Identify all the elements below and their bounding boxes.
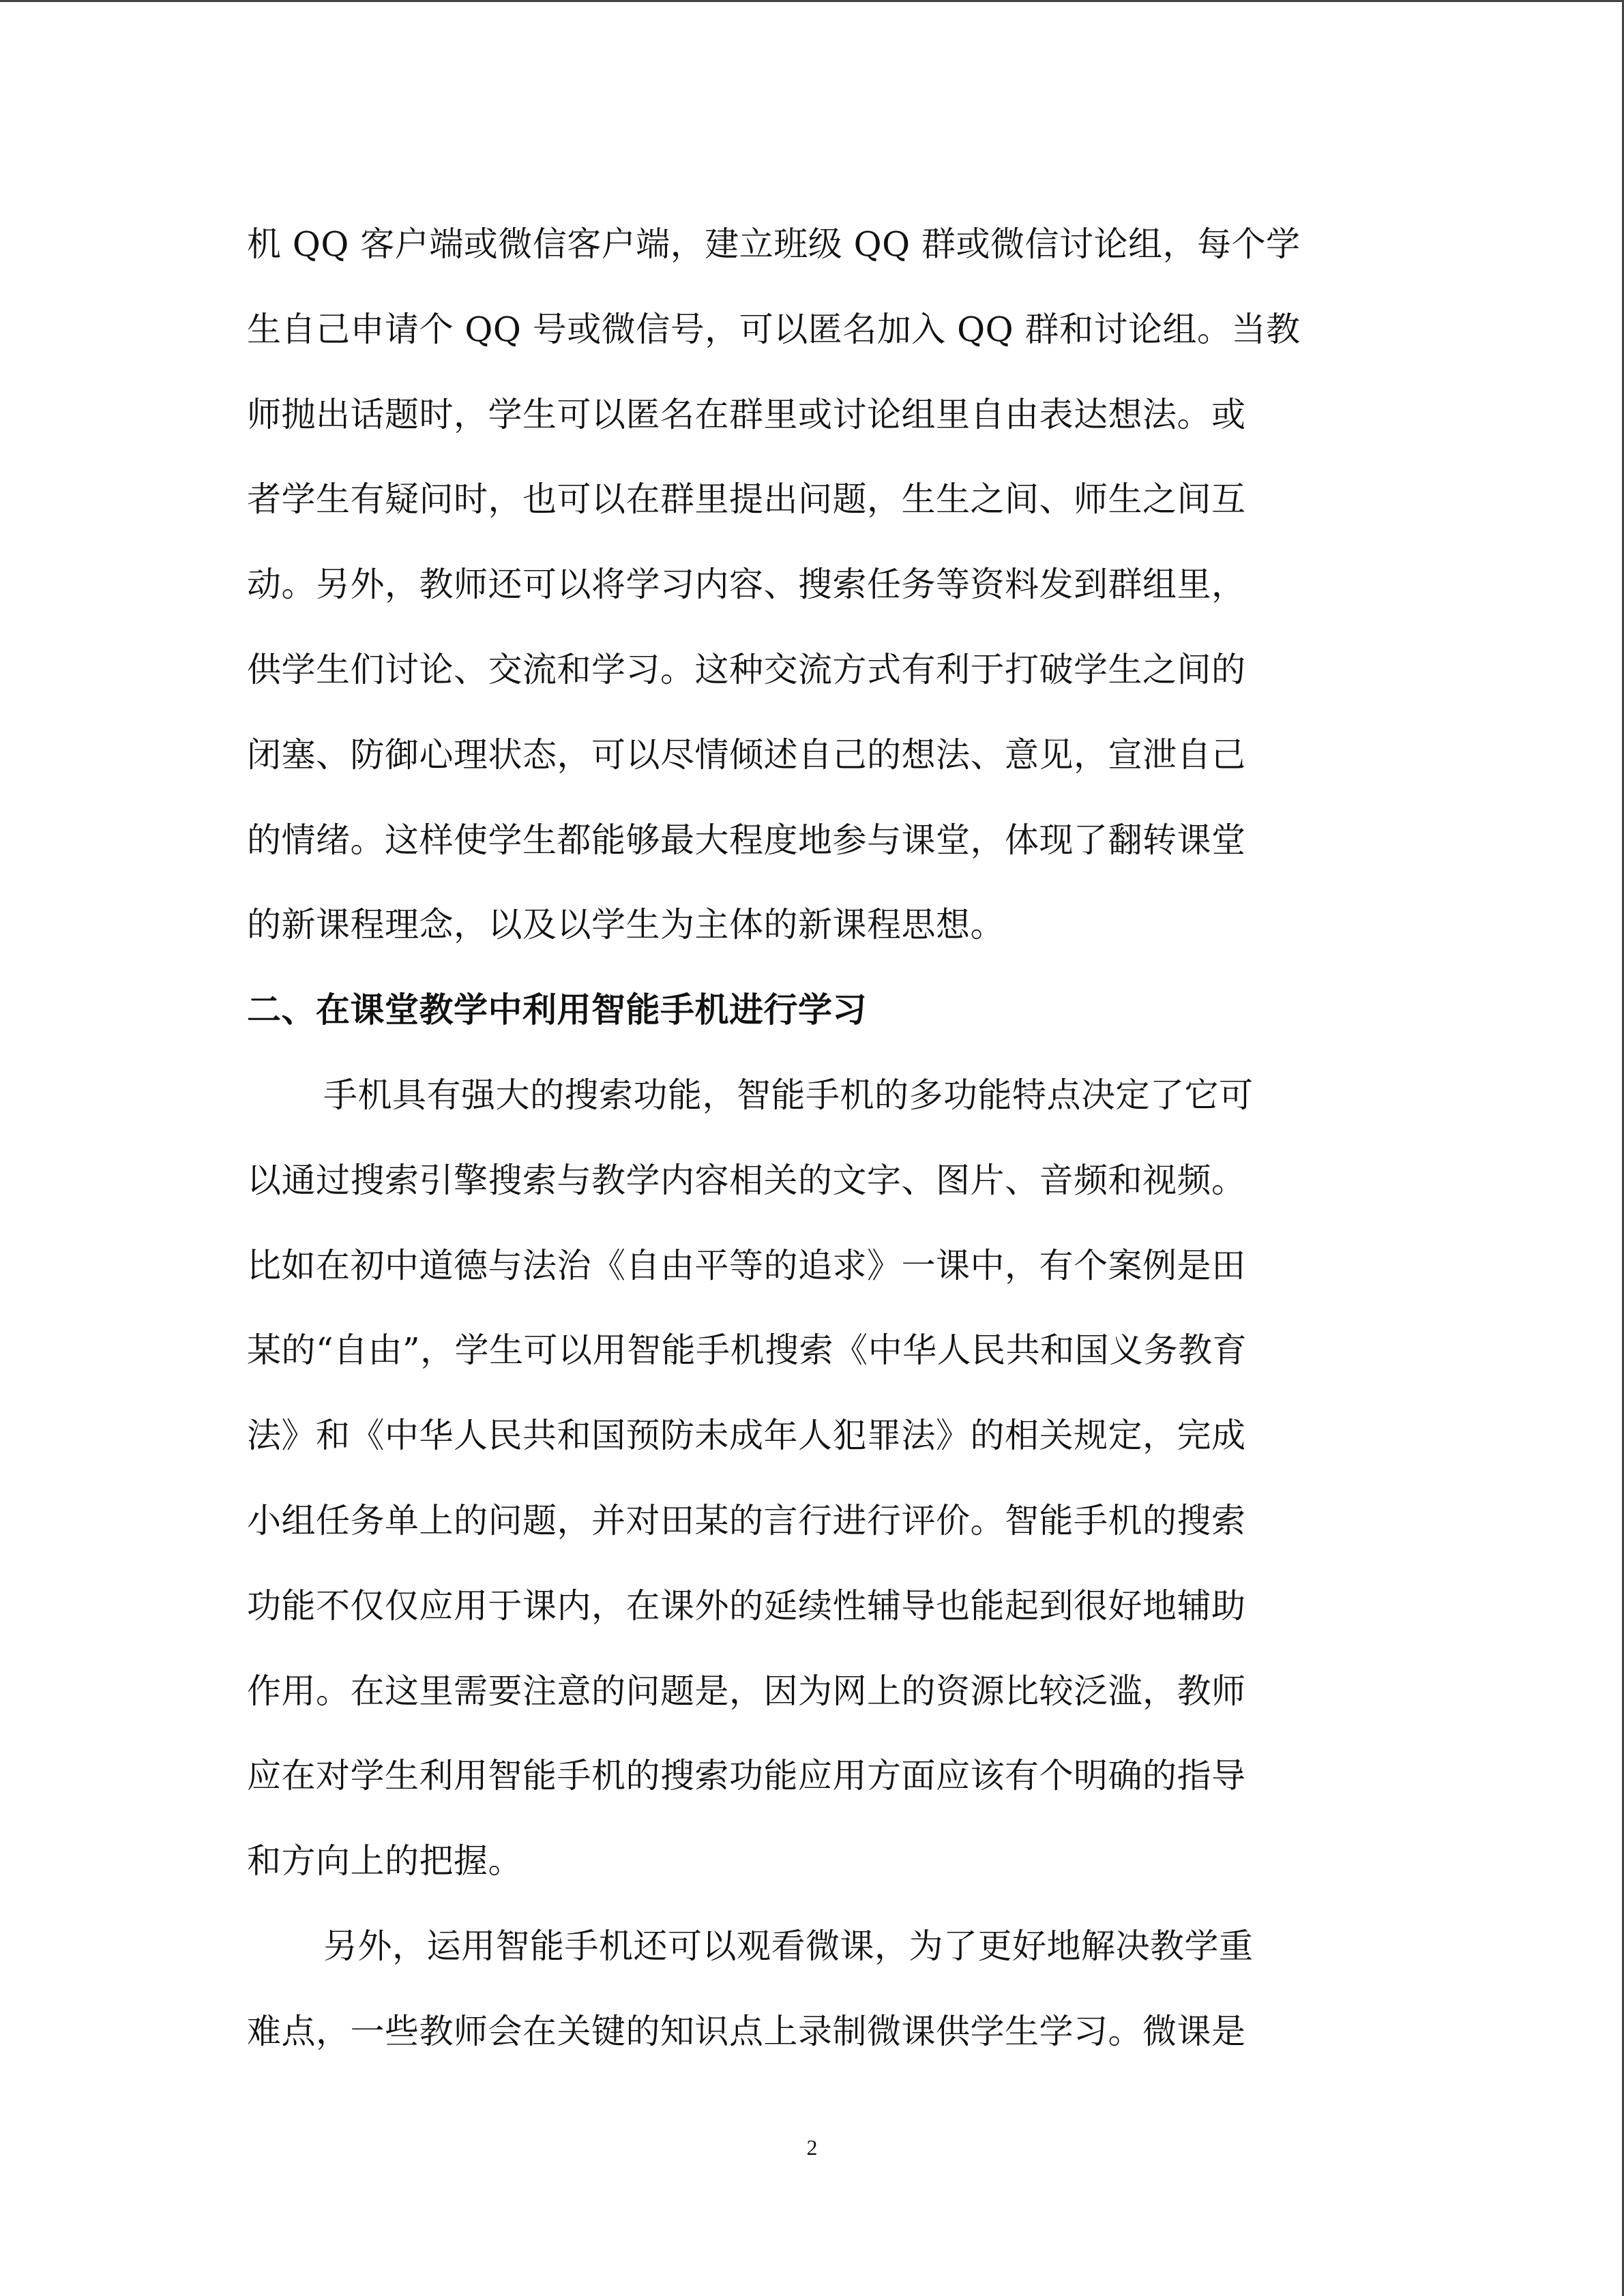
text-line: 作用。在这里需要注意的问题是，因为网上的资源比较泛滥，教师 [247, 1671, 1246, 1711]
section-heading: 二、在课堂教学中利用智能手机进行学习 [247, 990, 867, 1030]
text-line: 法》和《中华人民共和国预防未成年人犯罪法》的相关规定，完成 [247, 1416, 1246, 1456]
text-line: 的新课程理念，以及以学生为主体的新课程思想。 [247, 905, 1005, 945]
body-text [247, 202, 1365, 2074]
text-line: 某的“自由”，学生可以用智能手机搜索《中华人民共和国义务教育 [247, 1330, 1247, 1371]
text-line: 另外，运用智能手机还可以观看微课，为了更好地解决教学重 [323, 1926, 1254, 1966]
text-line: 师抛出话题时，学生可以匿名在群里或讨论组里自由表达想法。或 [247, 394, 1246, 434]
text-line: 功能不仅仅应用于课内，在课外的延续性辅导也能起到很好地辅助 [247, 1585, 1246, 1626]
text-line: 者学生有疑问时，也可以在群里提出问题，生生之间、师生之间互 [247, 479, 1246, 520]
text-line: 机 QQ 客户端或微信客户端，建立班级 QQ 群或微信讨论组，每个学 [247, 224, 1301, 264]
text-line: 手机具有强大的搜索功能，智能手机的多功能特点决定了它可 [323, 1075, 1254, 1115]
text-line: 以通过搜索引擎搜索与教学内容相关的文字、图片、音频和视频。 [247, 1160, 1246, 1200]
page-number: 2 [806, 2135, 818, 2160]
text-line: 难点，一些教师会在关键的知识点上录制微课供学生学习。微课是 [247, 2011, 1246, 2051]
text-line: 闭塞、防御心理状态，可以尽情倾述自己的想法、意见，宣泄自己 [247, 734, 1246, 775]
text-line: 比如在初中道德与法治《自由平等的追求》一课中，有个案例是田 [247, 1245, 1246, 1285]
text-line: 和方向上的把握。 [247, 1841, 522, 1881]
text-line: 小组任务单上的问题，并对田某的言行进行评价。智能手机的搜索 [247, 1500, 1246, 1540]
text-line: 的情绪。这样使学生都能够最大程度地参与课堂，体现了翻转课堂 [247, 820, 1246, 860]
text-line: 生自己申请个 QQ 号或微信号，可以匿名加入 QQ 群和讨论组。当教 [247, 309, 1301, 349]
text-line: 应在对学生利用智能手机的搜索功能应用方面应该有个明确的指导 [247, 1756, 1246, 1796]
text-line: 动。另外，教师还可以将学习内容、搜索任务等资料发到群组里， [247, 565, 1246, 605]
text-line: 供学生们讨论、交流和学习。这种交流方式有利于打破学生之间的 [247, 649, 1246, 689]
